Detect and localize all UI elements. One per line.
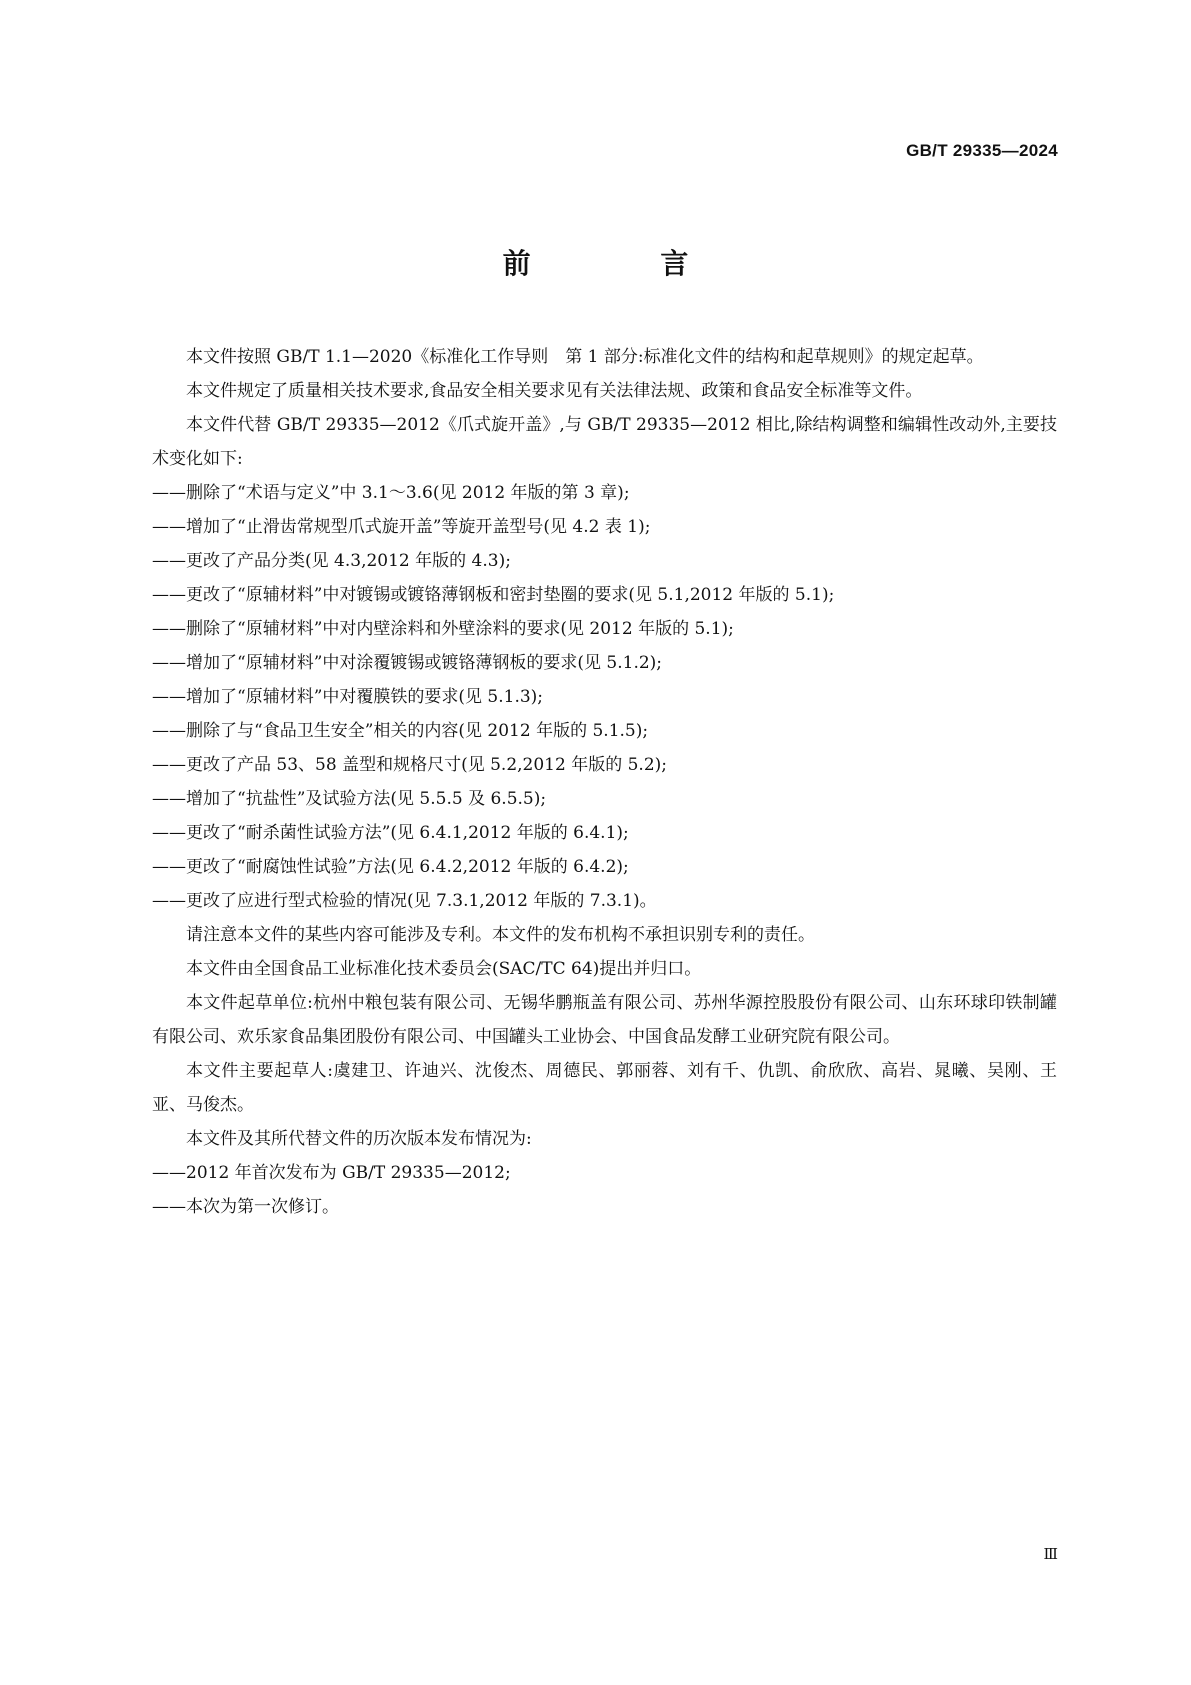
list-item: ——本次为第一次修订。 xyxy=(152,1197,339,1217)
paragraph-replacement: 本文件代替 GB/T 29335—2012《爪式旋开盖》,与 GB/T 29335—2012 相比,除结构调整和编辑性改动外,主要技术变化如下: xyxy=(152,415,1057,469)
changes-list xyxy=(152,476,1057,918)
list-item: ——增加了“原辅材料”中对覆膜铁的要求(见 5.1.3); xyxy=(152,687,544,707)
page-title: 前 言 xyxy=(502,247,749,280)
list-item: ——删除了“术语与定义”中 3.1～3.6(见 2012 年版的第 3 章); xyxy=(152,483,630,503)
paragraph-scope: 本文件规定了质量相关技术要求,食品安全相关要求见有关法律法规、政策和食品安全标准等文件。 xyxy=(186,381,923,401)
paragraph-drafters: 本文件主要起草人:虞建卫、许迪兴、沈俊杰、周德民、郭丽蓉、刘有千、仇凯、俞欣欣、高岩、晁曦、吴刚、王亚、马俊杰。 xyxy=(152,1061,1057,1115)
list-item: ——删除了“原辅材料”中对内壁涂料和外壁涂料的要求(见 2012 年版的 5.1); xyxy=(152,619,734,639)
list-item: ——更改了产品分类(见 4.3,2012 年版的 4.3); xyxy=(152,551,511,571)
list-item: ——增加了“抗盐性”及试验方法(见 5.5.5 及 6.5.5); xyxy=(152,789,547,809)
list-item: ——删除了与“食品卫生安全”相关的内容(见 2012 年版的 5.1.5); xyxy=(152,721,649,741)
list-item: ——增加了“止滑齿常规型爪式旋开盖”等旋开盖型号(见 4.2 表 1); xyxy=(152,517,651,537)
list-item: ——更改了应进行型式检验的情况(见 7.3.1,2012 年版的 7.3.1)。 xyxy=(152,891,657,911)
foreword-body xyxy=(152,340,1057,1224)
list-item: ——更改了“原辅材料”中对镀锡或镀铬薄钢板和密封垫圈的要求(见 5.1,2012 年版的 5.1); xyxy=(152,585,835,605)
paragraph-version-history: 本文件及其所代替文件的历次版本发布情况为: xyxy=(186,1129,532,1149)
paragraph-committee: 本文件由全国食品工业标准化技术委员会(SAC/TC 64)提出并归口。 xyxy=(186,959,702,979)
list-item: ——2012 年首次发布为 GB/T 29335—2012; xyxy=(152,1163,511,1183)
history-list xyxy=(152,1156,1057,1224)
list-item: ——更改了“耐腐蚀性试验”方法(见 6.4.2,2012 年版的 6.4.2); xyxy=(152,857,629,877)
list-item: ——更改了“耐杀菌性试验方法”(见 6.4.1,2012 年版的 6.4.1); xyxy=(152,823,629,843)
list-item: ——更改了产品 53、58 盖型和规格尺寸(见 5.2,2012 年版的 5.2); xyxy=(152,755,668,775)
paragraph-drafting-units: 本文件起草单位:杭州中粮包装有限公司、无锡华鹏瓶盖有限公司、苏州华源控股股份有限公司、山东环球印铁制罐有限公司、欢乐家食品集团股份有限公司、中国罐头工业协会、中国食品发酵工业研究院有限公司。 xyxy=(152,993,1057,1047)
standard-code: GB/T 29335—2024 xyxy=(906,141,1058,160)
list-item: ——增加了“原辅材料”中对涂覆镀锡或镀铬薄钢板的要求(见 5.1.2); xyxy=(152,653,663,673)
paragraph-drafting-rules: 本文件按照 GB/T 1.1—2020《标准化工作导则 第 1 部分:标准化文件的结构和起草规则》的规定起草。 xyxy=(186,347,984,367)
paragraph-patent-notice: 请注意本文件的某些内容可能涉及专利。本文件的发布机构不承担识别专利的责任。 xyxy=(186,925,815,945)
page-number: Ⅲ xyxy=(1043,1545,1058,1563)
